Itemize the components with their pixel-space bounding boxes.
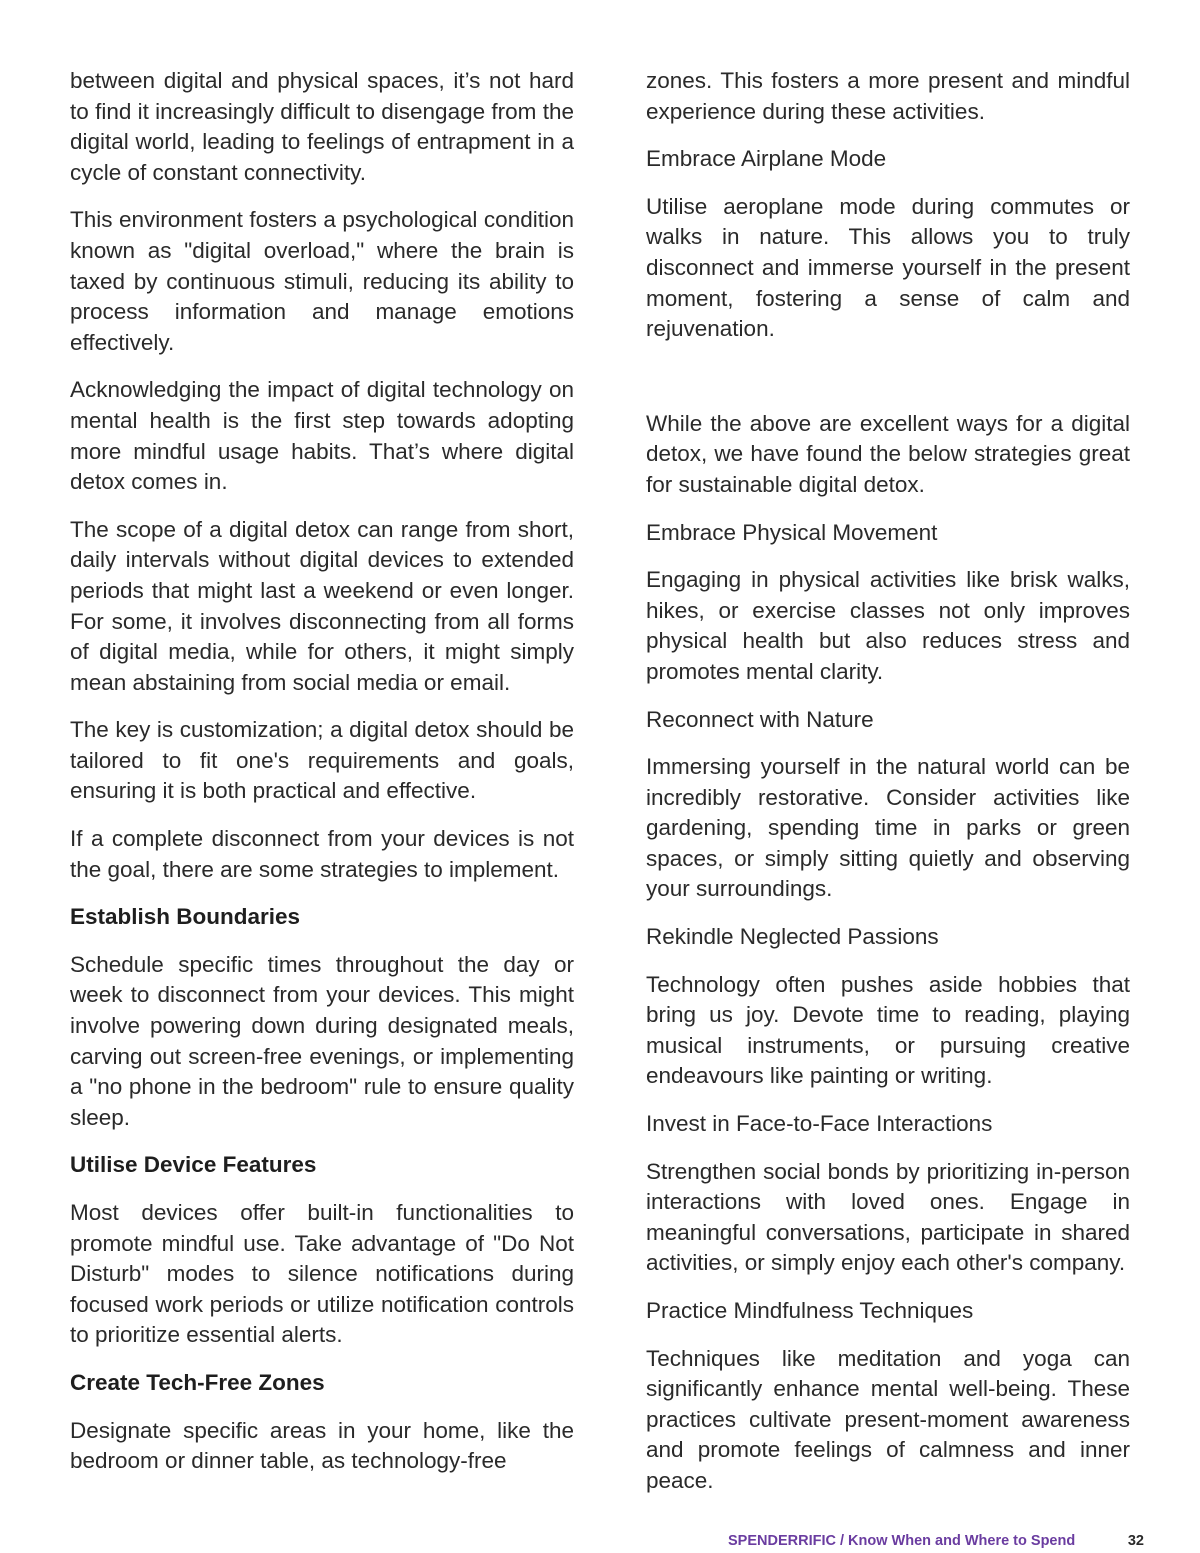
body-paragraph: zones. This fosters a more present and mindful experience during these activities. [646, 68, 1130, 124]
section-heading: Utilise Device Features [70, 1152, 317, 1178]
running-title: SPENDERRIFIC / Know When and Where to Spend [728, 1533, 1076, 1549]
body-paragraph: Strengthen social bonds by prioritizing in-person interactions with loved ones. Engage in meaningful conversations, participate in shared activities, or simply enjoy each other's company. [646, 1158, 1130, 1276]
subheading: Invest in Face-to-Face Interactions [646, 1111, 993, 1137]
body-paragraph: Techniques like meditation and yoga can significantly enhance mental well-being. These practices cultivate present-moment awareness and promote feelings of calmness and inner peace. [646, 1345, 1130, 1493]
body-paragraph: Immersing yourself in the natural world can be incredibly restorative. Consider activities like gardening, spending time in parks or green spaces, or simply sitting quietly and observing your surroundings. [646, 754, 1130, 902]
body-paragraph: Acknowledging the impact of digital technology on mental health is the first step towards adopting more mindful usage habits. That’s where digital detox comes in. [70, 377, 574, 495]
subheading: Embrace Airplane Mode [646, 146, 887, 172]
body-paragraph: This environment fosters a psychological condition known as "digital overload," where the brain is taxed by continuous stimuli, reducing its ability to process information and manage emotions effectively. [70, 207, 574, 355]
body-paragraph: Most devices offer built-in functionalities to promote mindful use. Take advantage of "Do Not Disturb" modes to silence notifications during focused work periods or utilize notification controls to prioritize essential alerts. [70, 1200, 574, 1348]
body-paragraph: Utilise aeroplane mode during commutes or walks in nature. This allows you to truly disconnect and immerse yourself in the present moment, fostering a sense of calm and rejuvenation. [646, 193, 1130, 342]
body-paragraph: between digital and physical spaces, it’s not hard to find it increasingly difficult to disengage from the digital world, leading to feelings of entrapment in a cycle of constant connectivity. [70, 68, 574, 185]
body-paragraph: Technology often pushes aside hobbies that bring us joy. Devote time to reading, playing musical instruments, or pursuing creative endeavours like painting or writing. [646, 971, 1130, 1089]
subheading: Embrace Physical Movement [646, 519, 938, 545]
body-paragraph: The key is customization; a digital detox should be tailored to fit one's requirements and goals, ensuring it is both practical and effective. [70, 717, 574, 804]
page-footer [728, 1531, 1144, 1551]
right-column [646, 66, 1130, 1514]
left-column [70, 66, 574, 1494]
subheading: Practice Mindfulness Techniques [646, 1298, 974, 1323]
body-paragraph: While the above are excellent ways for a digital detox, we have found the below strategies great for sustainable digital detox. [646, 410, 1130, 497]
body-paragraph: Schedule specific times throughout the day or week to disconnect from your devices. This might involve powering down during designated meals, carving out screen-free evenings, or implementing a "no phone in the bedroom" rule to ensure quality sleep. [70, 951, 574, 1130]
body-paragraph: The scope of a digital detox can range from short, daily intervals without digital devices to extended periods that might last a weekend or even longer. For some, it involves disconnecting from all forms of digital media, while for others, it might simply mean abstaining from social media or email. [70, 516, 574, 695]
subheading: Rekindle Neglected Passions [646, 924, 939, 950]
spacer [646, 362, 1130, 409]
section-heading: Establish Boundaries [70, 904, 301, 930]
page-number: 32 [1127, 1533, 1144, 1549]
body-paragraph: If a complete disconnect from your devices is not the goal, there are some strategies to implement. [70, 826, 574, 882]
body-paragraph: Engaging in physical activities like brisk walks, hikes, or exercise classes not only improves physical health but also reduces stress and promotes mental clarity. [646, 567, 1130, 684]
body-paragraph: Designate specific areas in your home, like the bedroom or dinner table, as technology-free [70, 1417, 574, 1474]
subheading: Reconnect with Nature [646, 706, 874, 732]
section-heading: Create Tech-Free Zones [70, 1369, 325, 1395]
